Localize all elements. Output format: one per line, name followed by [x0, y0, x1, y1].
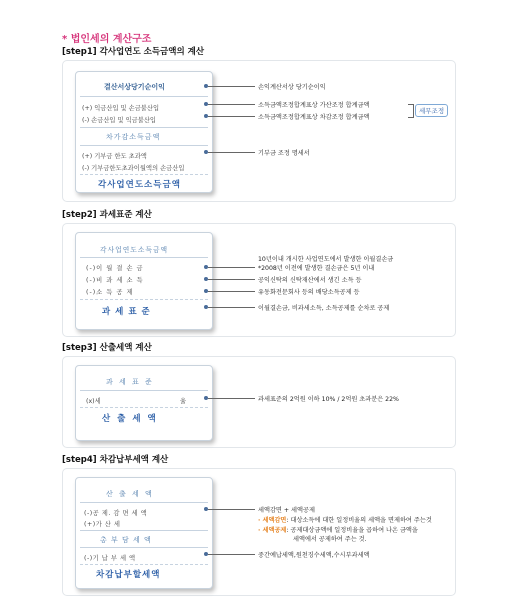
step4-row-calculated-tax: 산 출 세 액	[106, 490, 154, 498]
step3-annotation-rate: 과세표준의 2억원 이하 10% / 2억원 초과분은 22%	[258, 396, 399, 403]
step1-annotation-deduct: 소득금액조정합계표상 차감조정 합계금액	[258, 114, 370, 121]
page-title: * 법인세의 계산구조	[62, 34, 152, 45]
step3-row-rate-label-right: 율	[180, 398, 187, 405]
step1-row-add: (+) 익금산입 및 손금불산입	[82, 105, 160, 112]
step3-row-rate-label: (x)세	[86, 398, 101, 405]
step1-row-deduct: (-) 손금산입 및 익금불산입	[82, 117, 157, 124]
step4-annotation-deduction: · 세액공제: 공제대상금액에 일정비율을 곱하여 나온 금액을	[258, 527, 418, 534]
step4-row-prepaid: (-)기 납 부 세 액	[84, 555, 136, 562]
step2-row-income: 각사업연도소득금액	[100, 246, 169, 254]
step2-annotation-deduction: 유동화전문회사 등의 배당소득공제 등	[258, 289, 360, 296]
step3-panel	[62, 356, 456, 448]
step1-card	[75, 71, 213, 193]
step3-total: 산 출 세 액	[102, 414, 158, 424]
step1-annotation-donation: 기부금 조정 명세서	[258, 150, 310, 157]
tax-adjustment-badge: 세무조정	[415, 104, 448, 117]
step2-total: 과 세 표 준	[102, 307, 151, 317]
step4-row-total-burden: 총 부 담 세 액	[100, 536, 152, 544]
step4-annotation-deduction-line2: 세액에서 공제하여 주는 것.	[293, 536, 367, 543]
step1-panel	[62, 60, 456, 202]
step2-card	[75, 232, 213, 330]
step2-annotation-nontaxable: 공익신탁의 신탁재산에서 생긴 소득 등	[258, 277, 362, 284]
step2-heading: [step2] 과세표준 계산	[62, 210, 152, 220]
step2-annotation-order: 이월결손금, 비과세소득, 소득공제를 순차로 공제	[258, 305, 390, 312]
step1-row-donation-excess: (+) 기부금 한도 초과액	[82, 153, 147, 160]
step2-annotation-loss-line1: 10년이내 개시한 사업연도에서 발생한 이월결손금	[258, 256, 394, 263]
step4-card	[75, 477, 213, 589]
step4-annotation-prepaid: 중간예납세액,원천징수세액,수시부과세액	[258, 552, 370, 559]
step1-annotation-add: 소득금액조정합계표상 가산조정 합계금액	[258, 102, 370, 109]
step3-row-tax-base: 과 세 표 준	[106, 378, 154, 386]
step1-heading: [step1] 각사업연도 소득금액의 계산	[62, 47, 205, 57]
step2-row-income-deduction: (-)소 득 공 제	[86, 289, 134, 296]
step4-row-penalty: (+)가 산 세	[84, 521, 121, 528]
step4-heading: [step4] 차감납부세액 계산	[62, 455, 169, 465]
step2-annotation-loss-line2: *2008년 이전에 발생한 결손금은 5년 이내	[258, 265, 375, 272]
step4-total: 차감납부할세액	[96, 570, 161, 580]
step3-heading: [step3] 산출세액 계산	[62, 343, 152, 353]
step1-row-subtotal: 차가감소득금액	[106, 133, 161, 141]
step4-panel	[62, 468, 456, 596]
step1-row-donation-carryover: (-) 기부금한도초과이월액의 손금산입	[82, 165, 185, 172]
step1-total: 각사업연도소득금액	[98, 180, 181, 190]
step3-card	[75, 365, 213, 441]
step2-row-loss-carryover: (-)이 월 결 손 금	[86, 265, 144, 272]
step1-annotation-net-income: 손익계산서상 당기순이익	[258, 84, 326, 91]
step4-annotation-reduction: · 세액감면: 대상소득에 대한 일정비율의 세액을 면제하여 주는것	[258, 517, 432, 524]
step1-row-net-income: 결산서상당기순이익	[104, 83, 165, 91]
step4-row-credit: (-)공 제. 감 면 세 액	[84, 510, 148, 517]
step2-panel	[62, 223, 456, 337]
step4-annotation-credit: 세액감면 + 세액공제	[258, 507, 315, 514]
step2-row-nontaxable: (-)비 과 세 소 득	[86, 277, 144, 284]
